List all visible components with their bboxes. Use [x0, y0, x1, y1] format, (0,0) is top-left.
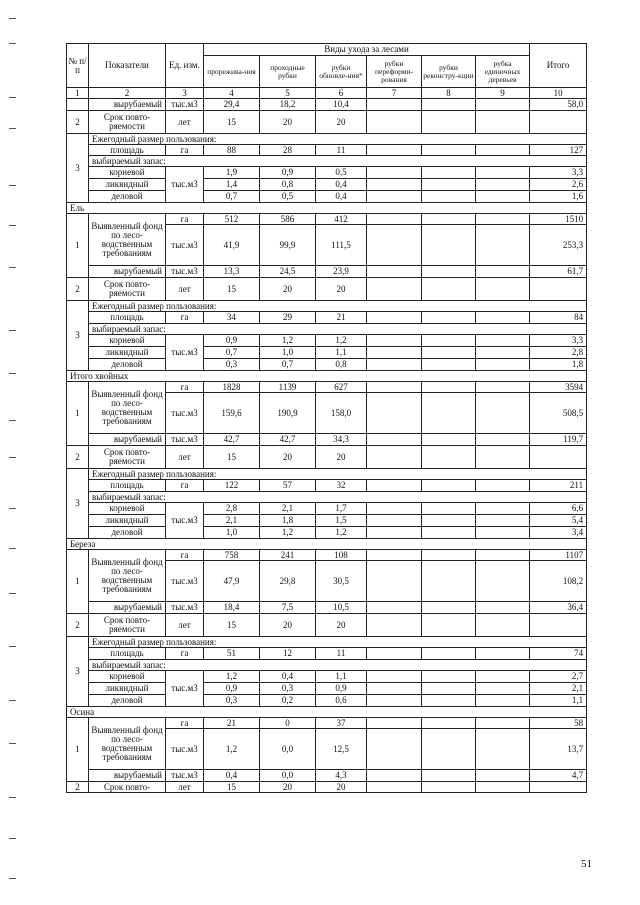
value-cell: 159,6 [204, 393, 260, 434]
value-cell: 0,7 [260, 359, 316, 371]
row-label: Выявленный фонд по лесо-водственным требованиям [89, 382, 166, 434]
row-label: Выявленный фонд по лесо-водственным требованиям [89, 214, 166, 266]
unit-cell: тыс.м3 [166, 167, 204, 203]
unit-cell: тыс.м3 [166, 602, 204, 614]
header-row-1 [67, 44, 587, 56]
row-label: Срок повто-ряемости [89, 446, 166, 469]
value-cell: 34,3 [316, 434, 367, 446]
value-cell: 20 [260, 111, 316, 134]
value-cell: 18,4 [204, 602, 260, 614]
section-title: Ель [67, 203, 587, 214]
total-cell: 1,6 [530, 191, 587, 203]
value-cell: 99,9 [260, 225, 316, 266]
total-cell: 3594 [530, 382, 587, 393]
value-cell: 1,2 [316, 527, 367, 539]
row-number: 2 [67, 782, 89, 793]
table-row [67, 648, 587, 660]
table-row [67, 134, 587, 145]
value-cell: 11 [316, 145, 367, 156]
header-types-title: Виды ухода за лесами [204, 44, 530, 56]
table-row [67, 503, 587, 515]
unit-cell: тыс.м3 [166, 729, 204, 770]
row-label: ликвидный [89, 515, 166, 527]
value-cell: 0,6 [316, 695, 367, 707]
unit-cell: тыс.м3 [166, 770, 204, 782]
value-cell: 20 [316, 278, 367, 301]
value-cell: 29 [260, 312, 316, 324]
table-row [67, 550, 587, 561]
section-title: Итого хвойных [67, 371, 587, 382]
value-cell: 1,2 [316, 335, 367, 347]
value-cell: 758 [204, 550, 260, 561]
row-label: корневой [89, 167, 166, 179]
colnum: 1 [67, 88, 89, 99]
unit-cell: тыс.м3 [166, 99, 204, 111]
section-row [67, 371, 587, 382]
row-number: 3 [67, 637, 89, 707]
value-cell: 20 [260, 446, 316, 469]
value-cell: 1,2 [204, 729, 260, 770]
row-label: корневой [89, 671, 166, 683]
total-cell: 119,7 [530, 434, 587, 446]
value-cell: 2,8 [204, 503, 260, 515]
row-label: площадь [89, 312, 166, 324]
unit-cell: тыс.м3 [166, 561, 204, 602]
value-cell: 0,9 [204, 683, 260, 695]
value-cell: 41,9 [204, 225, 260, 266]
value-cell: 20 [316, 111, 367, 134]
value-cell: 15 [204, 111, 260, 134]
row-label: деловой [89, 527, 166, 539]
value-cell: 1,1 [316, 347, 367, 359]
row-label: Срок повто- [89, 782, 166, 793]
unit-cell: га [166, 648, 204, 660]
unit-cell: га [166, 145, 204, 156]
value-cell: 29,8 [260, 561, 316, 602]
row-number: 3 [67, 469, 89, 539]
value-cell: 1,1 [316, 671, 367, 683]
unit-cell: лет [166, 614, 204, 637]
table-row [67, 660, 587, 671]
unit-cell: тыс.м3 [166, 671, 204, 707]
row-label: Ежегодный размер пользования: [89, 301, 587, 312]
row-number: 3 [67, 301, 89, 371]
total-cell: 3,4 [530, 527, 587, 539]
table-row [67, 718, 587, 729]
unit-cell: лет [166, 782, 204, 793]
total-cell: 74 [530, 648, 587, 660]
table-row [67, 266, 587, 278]
value-cell: 158,0 [316, 393, 367, 434]
colnum: 10 [530, 88, 587, 99]
value-cell: 10,5 [316, 602, 367, 614]
value-cell: 37 [316, 718, 367, 729]
colnum: 8 [422, 88, 476, 99]
total-cell: 211 [530, 480, 587, 492]
value-cell: 0,7 [204, 191, 260, 203]
value-cell: 15 [204, 446, 260, 469]
value-cell: 29,4 [204, 99, 260, 111]
value-cell: 4,3 [316, 770, 367, 782]
value-cell: 0,5 [316, 167, 367, 179]
table-row [67, 382, 587, 393]
table-row [67, 324, 587, 335]
table-row [67, 602, 587, 614]
section-row [67, 539, 587, 550]
row-label: вырубаемый [89, 434, 166, 446]
total-cell: 61,7 [530, 266, 587, 278]
row-label: Ежегодный размер пользования: [89, 134, 587, 145]
table-row [67, 695, 587, 707]
header-total: Итого [530, 44, 587, 88]
colnum: 3 [166, 88, 204, 99]
colnum: 4 [204, 88, 260, 99]
row-number: 1 [67, 718, 89, 782]
table-row [67, 99, 587, 111]
header-type-5: рубки реконстру-кции [422, 56, 476, 88]
unit-cell: тыс.м3 [166, 503, 204, 539]
value-cell: 20 [316, 614, 367, 637]
total-cell: 2,1 [530, 683, 587, 695]
value-cell: 42,7 [260, 434, 316, 446]
value-cell: 57 [260, 480, 316, 492]
value-cell: 0,4 [316, 191, 367, 203]
table-row [67, 492, 587, 503]
total-cell: 2,8 [530, 347, 587, 359]
unit-cell: тыс.м3 [166, 335, 204, 371]
table-row [67, 359, 587, 371]
value-cell: 0,9 [204, 335, 260, 347]
row-label: площадь [89, 145, 166, 156]
value-cell: 30,5 [316, 561, 367, 602]
colnum: 5 [260, 88, 316, 99]
table-row [67, 770, 587, 782]
value-cell: 0,8 [260, 179, 316, 191]
table-row [67, 683, 587, 695]
row-label: Ежегодный размер пользования: [89, 637, 587, 648]
value-cell: 0,8 [316, 359, 367, 371]
value-cell: 47,9 [204, 561, 260, 602]
table-row [67, 191, 587, 203]
value-cell: 0,7 [204, 347, 260, 359]
value-cell: 20 [316, 446, 367, 469]
value-cell: 34 [204, 312, 260, 324]
header-type-4: рубки переформи-рования [367, 56, 422, 88]
unit-cell: тыс.м3 [166, 225, 204, 266]
row-number: 2 [67, 446, 89, 469]
table-row [67, 156, 587, 167]
total-cell: 253,3 [530, 225, 587, 266]
table-row [67, 214, 587, 225]
table-row [67, 312, 587, 324]
unit-cell: га [166, 382, 204, 393]
row-label: деловой [89, 359, 166, 371]
row-number: 1 [67, 550, 89, 614]
value-cell: 88 [204, 145, 260, 156]
value-cell: 20 [260, 278, 316, 301]
table-row [67, 335, 587, 347]
unit-cell: тыс.м3 [166, 434, 204, 446]
table-row [67, 515, 587, 527]
total-cell: 3,3 [530, 167, 587, 179]
total-cell: 508,5 [530, 393, 587, 434]
total-cell: 4,7 [530, 770, 587, 782]
total-cell: 127 [530, 145, 587, 156]
value-cell: 15 [204, 278, 260, 301]
value-cell: 190,9 [260, 393, 316, 434]
row-label: выбираемый запас: [89, 660, 587, 671]
value-cell: 111,5 [316, 225, 367, 266]
total-cell: 3,3 [530, 335, 587, 347]
table-row [67, 671, 587, 683]
value-cell: 51 [204, 648, 260, 660]
value-cell: 18,2 [260, 99, 316, 111]
colnum-row [67, 88, 587, 99]
unit-cell: га [166, 718, 204, 729]
value-cell: 0,3 [260, 683, 316, 695]
table-row [67, 637, 587, 648]
unit-cell: лет [166, 446, 204, 469]
value-cell: 1828 [204, 382, 260, 393]
table-row [67, 278, 587, 301]
total-cell: 36,4 [530, 602, 587, 614]
value-cell: 1,0 [260, 347, 316, 359]
table-row [67, 145, 587, 156]
row-label: Выявленный фонд по лесо-водственным требованиям [89, 550, 166, 602]
value-cell: 15 [204, 614, 260, 637]
total-cell: 58 [530, 718, 587, 729]
table-row [67, 782, 587, 793]
page-number: 51 [581, 858, 592, 870]
header-unit: Ед. изм. [166, 44, 204, 88]
row-number: 2 [67, 614, 89, 637]
row-label: вырубаемый [89, 266, 166, 278]
colnum: 2 [89, 88, 166, 99]
value-cell: 20 [316, 782, 367, 793]
row-label: Срок повто-ряемости [89, 614, 166, 637]
value-cell: 1,7 [316, 503, 367, 515]
row-label: Срок повто-ряемости [89, 111, 166, 134]
value-cell: 0,9 [260, 167, 316, 179]
value-cell: 7,5 [260, 602, 316, 614]
row-number: 3 [67, 134, 89, 203]
row-label: выбираемый запас: [89, 492, 587, 503]
total-cell: 58,0 [530, 99, 587, 111]
value-cell: 0,2 [260, 695, 316, 707]
total-cell: 1,8 [530, 359, 587, 371]
value-cell: 108 [316, 550, 367, 561]
value-cell: 1,5 [316, 515, 367, 527]
value-cell: 0,0 [260, 729, 316, 770]
row-label: ликвидный [89, 179, 166, 191]
row-label: деловой [89, 191, 166, 203]
value-cell: 241 [260, 550, 316, 561]
row-label: деловой [89, 695, 166, 707]
row-label: ликвидный [89, 683, 166, 695]
table-row [67, 111, 587, 134]
value-cell: 1,8 [260, 515, 316, 527]
row-label: площадь [89, 480, 166, 492]
header-type-6: рубка единичных деревьев [476, 56, 530, 88]
value-cell: 1,4 [204, 179, 260, 191]
total-cell: 5,4 [530, 515, 587, 527]
value-cell: 0,3 [204, 695, 260, 707]
value-cell: 1,2 [204, 671, 260, 683]
value-cell: 1,2 [260, 335, 316, 347]
value-cell: 0,4 [316, 179, 367, 191]
unit-cell: га [166, 214, 204, 225]
total-cell: 84 [530, 312, 587, 324]
value-cell: 2,1 [204, 515, 260, 527]
value-cell: 0,0 [260, 770, 316, 782]
total-cell: 2,6 [530, 179, 587, 191]
value-cell: 12,5 [316, 729, 367, 770]
total-cell: 1510 [530, 214, 587, 225]
table-row [67, 434, 587, 446]
value-cell: 1,2 [260, 527, 316, 539]
unit-cell: га [166, 312, 204, 324]
value-cell: 21 [316, 312, 367, 324]
value-cell: 20 [260, 782, 316, 793]
value-cell: 23,9 [316, 266, 367, 278]
value-cell: 42,7 [204, 434, 260, 446]
row-label: вырубаемый [89, 770, 166, 782]
value-cell: 0,4 [204, 770, 260, 782]
value-cell: 1,0 [204, 527, 260, 539]
header-type-2: проходные рубки [260, 56, 316, 88]
value-cell: 122 [204, 480, 260, 492]
table-row [67, 179, 587, 191]
row-label: выбираемый запас: [89, 156, 587, 167]
row-label: Ежегодный размер пользования: [89, 469, 587, 480]
row-number: 2 [67, 111, 89, 134]
value-cell: 0,3 [204, 359, 260, 371]
row-label: выбираемый запас: [89, 324, 587, 335]
unit-cell: га [166, 480, 204, 492]
table-row [67, 446, 587, 469]
table-row [67, 301, 587, 312]
value-cell: 627 [316, 382, 367, 393]
unit-cell: тыс.м3 [166, 393, 204, 434]
header-no: № п/п [67, 44, 89, 88]
forest-care-table [66, 43, 587, 793]
section-title: Береза [67, 539, 587, 550]
unit-cell: тыс.м3 [166, 266, 204, 278]
value-cell: 0,9 [316, 683, 367, 695]
row-label: площадь [89, 648, 166, 660]
value-cell: 12 [260, 648, 316, 660]
colnum: 6 [316, 88, 367, 99]
total-cell: 1107 [530, 550, 587, 561]
row-label: корневой [89, 503, 166, 515]
header-type-3: рубки обновле-ния* [316, 56, 367, 88]
value-cell: 586 [260, 214, 316, 225]
value-cell: 32 [316, 480, 367, 492]
header-indicators: Показатели [89, 44, 166, 88]
value-cell: 15 [204, 782, 260, 793]
value-cell: 512 [204, 214, 260, 225]
value-cell: 21 [204, 718, 260, 729]
unit-cell: лет [166, 278, 204, 301]
header-type-1: прорежива-ния [204, 56, 260, 88]
table-row [67, 167, 587, 179]
total-cell: 6,6 [530, 503, 587, 515]
table-row [67, 347, 587, 359]
total-cell: 13,7 [530, 729, 587, 770]
row-label: ликвидный [89, 347, 166, 359]
row-label: вырубаемый [89, 99, 166, 111]
colnum: 9 [476, 88, 530, 99]
value-cell: 13,3 [204, 266, 260, 278]
table-row [67, 614, 587, 637]
section-row [67, 707, 587, 718]
section-row [67, 203, 587, 214]
colnum: 7 [367, 88, 422, 99]
row-number: 2 [67, 278, 89, 301]
value-cell: 28 [260, 145, 316, 156]
table-row [67, 469, 587, 480]
total-cell: 2,7 [530, 671, 587, 683]
value-cell: 412 [316, 214, 367, 225]
row-label: Срок повто-ряемости [89, 278, 166, 301]
value-cell: 1,9 [204, 167, 260, 179]
row-label: Выявленный фонд по лесо-водственным требованиям [89, 718, 166, 770]
row-label: корневой [89, 335, 166, 347]
value-cell: 11 [316, 648, 367, 660]
value-cell: 2,1 [260, 503, 316, 515]
value-cell: 20 [260, 614, 316, 637]
value-cell: 0,4 [260, 671, 316, 683]
total-cell: 1,1 [530, 695, 587, 707]
value-cell: 0,5 [260, 191, 316, 203]
value-cell: 24,5 [260, 266, 316, 278]
total-cell: 108,2 [530, 561, 587, 602]
table-row [67, 480, 587, 492]
unit-cell: га [166, 550, 204, 561]
value-cell: 10,4 [316, 99, 367, 111]
value-cell: 1139 [260, 382, 316, 393]
section-title: Осина [67, 707, 587, 718]
value-cell: 0 [260, 718, 316, 729]
row-number: 1 [67, 382, 89, 446]
unit-cell: лет [166, 111, 204, 134]
table-row [67, 527, 587, 539]
row-label: вырубаемый [89, 602, 166, 614]
row-number: 1 [67, 214, 89, 278]
